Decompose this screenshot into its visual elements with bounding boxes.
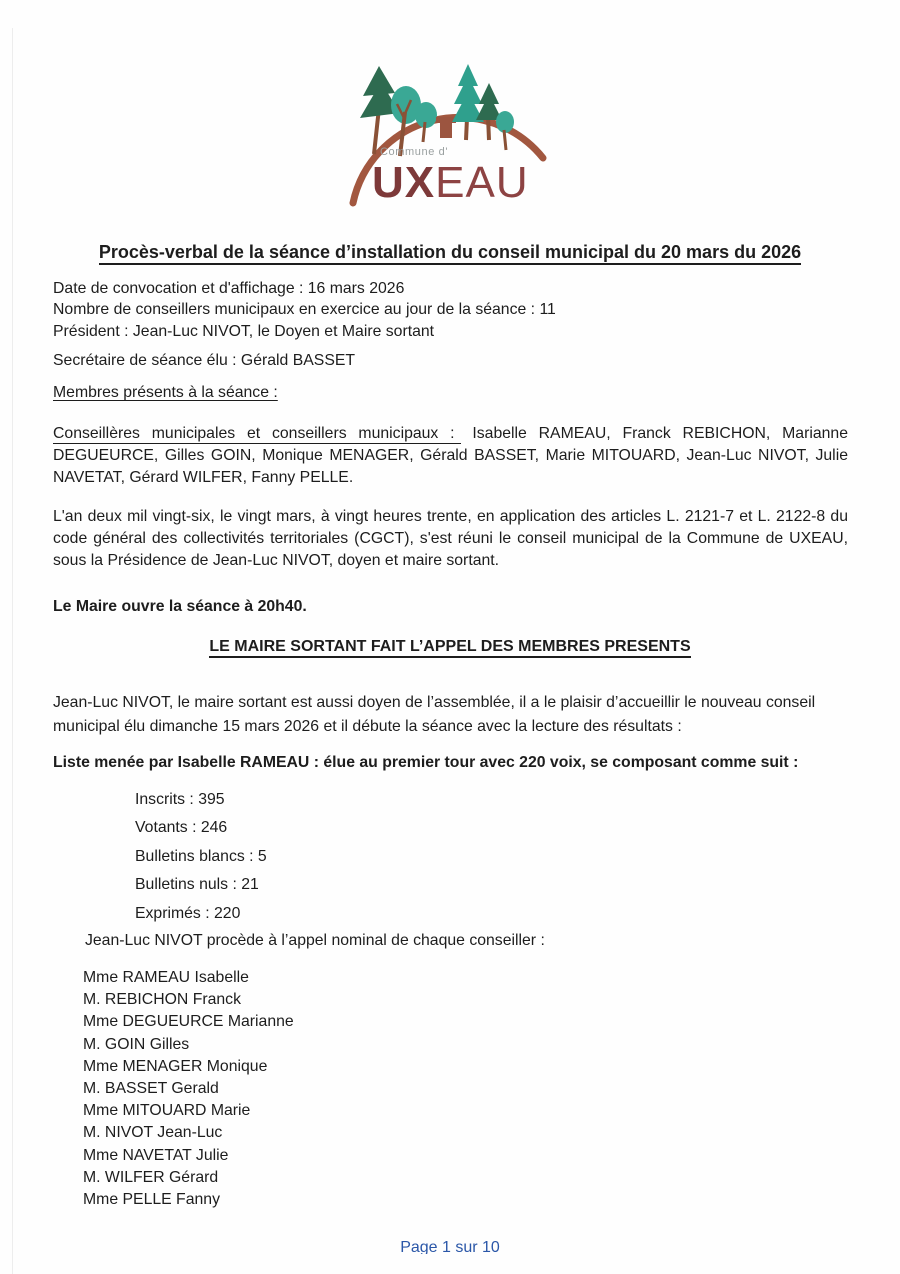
roll-call-statement: Jean-Luc NIVOT procède à l’appel nominal de chaque conseiller : [85, 932, 545, 949]
councillors-count-line: Nombre de conseillers municipaux en exercice au jour de la séance : 11 [53, 301, 556, 319]
logo-commune-name [372, 160, 529, 206]
councillors-paragraph [53, 423, 848, 489]
commune-uxeau-logo [348, 60, 560, 218]
list-item: Mme MITOUARD Marie [83, 1102, 251, 1120]
roll-call-section-heading: LE MAIRE SORTANT FAIT L’APPEL DES MEMBRES PRESENTS [0, 636, 900, 657]
election-stats-list [135, 786, 635, 928]
list-item: M. WILFER Gérard [83, 1168, 219, 1186]
logo-name-light-part: EAU [435, 158, 529, 207]
list-item: M. BASSET Gerald [83, 1080, 219, 1098]
page-footer [0, 1238, 900, 1254]
councillors-names: Isabelle RAMEAU, Franck REBICHON, Marianne DEGUEURCE, Gilles GOIN, Monique MENAGER, Gérald BASSET, Marie MITOUARD, Jean-Luc NIVOT, Julie NAVETAT, Gérard WILFER, Fanny PELLE. [53, 425, 848, 486]
list-item: M. NIVOT Jean-Luc [83, 1124, 223, 1142]
legal-opening-paragraph: L'an deux mil vingt-six, le vingt mars, à vingt heures trente, en application des articles L. 2121-7 et L. 2122-8 du code général des collectivités territoriales (CGCT), s'est réuni le conseil municipal de la Commune de UXEAU, sous la Présidence de Jean-Luc NIVOT, doyen et maire sortant. [53, 508, 848, 569]
convocation-date-line: Date de convocation et d'affichage : 16 mars 2026 [53, 280, 405, 297]
councillor-roll-list [83, 967, 583, 1211]
pine-tree-icon [476, 83, 502, 140]
list-item: Mme MENAGER Monique [83, 1057, 268, 1075]
list-item: M. REBICHON Franck [83, 991, 241, 1009]
meeting-meta-block [53, 278, 848, 342]
roll-call-intro-paragraph: Jean-Luc NIVOT, le maire sortant est aussi doyen de l’assemblée, il a le plaisir d’accueillir le nouveau conseil municipal élu dimanche 15 mars 2026 et il débute la séance avec la lecture des résultats : [53, 694, 816, 735]
list-item: Mme NAVETAT Julie [83, 1146, 229, 1164]
pine-tree-icon [452, 64, 484, 140]
logo-commune-label: Commune d' [380, 146, 449, 158]
stat-exprimes: Exprimés : 220 [135, 904, 241, 922]
list-result-statement: Liste menée par Isabelle RAMEAU : élue au premier tour avec 220 voix, se composant comme suit : [53, 754, 799, 771]
secretary-line: Secrétaire de séance élu : Gérald BASSET [53, 352, 356, 369]
page-indicator: Page 1 sur 10 [400, 1239, 500, 1254]
councillors-label: Conseillères municipales et conseillers municipaux : [53, 425, 461, 444]
list-item: Mme RAMEAU Isabelle [83, 969, 249, 986]
stat-votants: Votants : 246 [135, 819, 228, 837]
president-line: Président : Jean-Luc NIVOT, le Doyen et Maire sortant [53, 322, 435, 340]
stat-inscrits: Inscrits : 395 [135, 791, 225, 808]
session-opening-statement: Le Maire ouvre la séance à 20h40. [53, 598, 307, 615]
members-present-heading: Membres présents à la séance : [53, 384, 278, 401]
list-item: Mme PELLE Fanny [83, 1191, 220, 1209]
stat-bulletins-nuls: Bulletins nuls : 21 [135, 876, 259, 894]
list-item: Mme DEGUEURCE Marianne [83, 1013, 294, 1031]
document-title: Procès-verbal de la séance d’installation du conseil municipal du 20 mars du 2026 [60, 240, 840, 264]
round-tree-icon [415, 102, 437, 142]
list-item: M. GOIN Gilles [83, 1035, 190, 1053]
stat-bulletins-blancs: Bulletins blancs : 5 [135, 847, 267, 865]
logo-name-bold-part: UX [372, 158, 436, 207]
